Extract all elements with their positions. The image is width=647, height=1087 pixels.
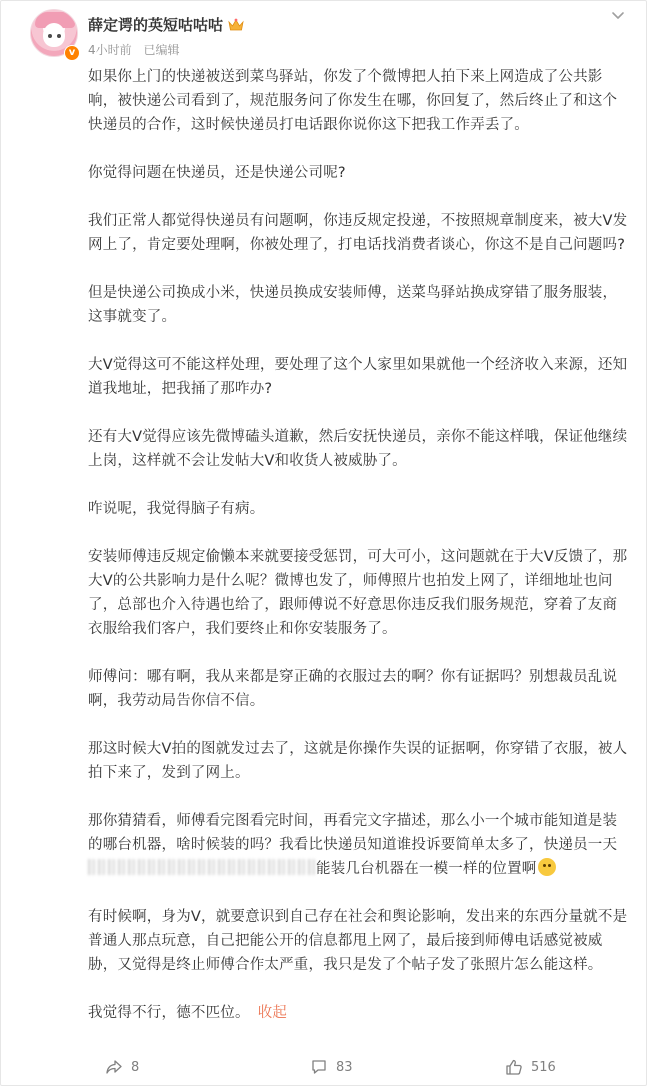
like-count: 516	[531, 1059, 556, 1075]
collapse-link[interactable]: 收起	[257, 1005, 288, 1021]
share-button[interactable]	[105, 1058, 139, 1076]
post-paragraph: 师傅问：哪有啊，我从来都是穿正确的衣服过去的啊？你有证据吗？别想裁员乱说啊，我劳动局告你信不信。	[88, 669, 618, 709]
post-paragraph-text: 那你猜猜看，师傅看完图看完时间，再看完文字描述，那么小一个城市能知道是装的哪台机器，啥时候装的吗？我看比快递员知道谁投诉要简单太多了，快递员一天	[88, 813, 618, 853]
crown-icon	[228, 18, 244, 32]
post-paragraph: 还有大V觉得应该先微博磕头道歉，然后安抚快递员，亲你不能这样哦，保证他继续上岗，这样就不会让发帖大V和收货人被威胁了。	[88, 429, 628, 469]
crying-emoji-icon	[538, 858, 556, 876]
post-paragraph: 大V觉得这可不能这样处理，要处理了这个人家里如果就他一个经济收入来源，还知道我地址，把我捅了那咋办?	[88, 357, 628, 397]
author-name-row	[88, 14, 244, 35]
share-icon	[105, 1058, 123, 1076]
chevron-down-icon[interactable]	[608, 5, 628, 25]
post-paragraph-text: 能装几台机器在一模一样的位置啊	[316, 861, 537, 877]
post-paragraph: 我们正常人都觉得快递员有问题啊，你违反规定投递，不按照规章制度来，被大V发网上了，肯定要处理啊，你被处理了，打电话找消费者谈心，你这不是自己问题吗?	[88, 213, 628, 253]
edited-label: 已编辑	[143, 43, 180, 57]
comment-icon	[310, 1058, 328, 1076]
post-meta	[88, 41, 179, 58]
avatar[interactable]	[30, 9, 78, 57]
comment-button[interactable]	[310, 1058, 353, 1076]
action-bar	[1, 1051, 646, 1087]
post-content	[88, 65, 630, 1049]
post-paragraph: 咋说呢，我觉得脑子有病。	[88, 501, 265, 517]
post-paragraph: 有时候啊，身为V，就要意识到自己存在社会和舆论影响，发出来的东西分量就不是普通人那点玩意，自己把能公开的信息都甩上网了，最后接到师傅电话感觉被威胁，又觉得是终止师傅合作太严重，我只是发了个帖子发了张照片怎么能这样。	[88, 909, 628, 973]
post-paragraph-text: 我觉得不行，德不匹位。	[88, 1005, 250, 1021]
comment-count: 83	[336, 1059, 353, 1075]
post-paragraph-partially-obscured	[88, 809, 630, 881]
share-count: 8	[131, 1059, 140, 1075]
post-paragraph-last	[88, 1001, 630, 1025]
post-time[interactable]: 4小时前	[88, 43, 132, 57]
post-paragraph: 你觉得问题在快递员，还是快递公司呢?	[88, 165, 346, 181]
author-name[interactable]: 薛定谔的英短咕咕咕	[88, 16, 224, 34]
like-button[interactable]	[505, 1058, 556, 1076]
post-paragraph: 安装师傅违反规定偷懒本来就要接受惩罚，可大可小，这问题就在于大V反馈了，那大V的公共影响力是什么呢？微博也发了，师傅照片也拍发上网了，详细地址也问了，总部也介入待遇也给了，跟师傅说不好意思你违反我们服务规范，穿着了友商衣服给我们客户，我们要终止和你安装服务了。	[88, 549, 628, 637]
post-paragraph: 那这时候大V拍的图就发过去了，这就是你操作失误的证据啊，你穿错了衣服，被人拍下来了，发到了网上。	[88, 741, 628, 781]
post-paragraph: 但是快递公司换成小米，快递员换成安装师傅，送菜鸟驿站换成穿错了服务服装，这事就变了。	[88, 285, 618, 325]
thumbs-up-icon	[505, 1058, 523, 1076]
post-paragraph: 如果你上门的快递被送到菜鸟驿站，你发了个微博把人拍下来上网造成了公共影响，被快递公司看到了，规范服务问了你发生在哪，你回复了，然后终止了和这个快递员的合作，这时候快递员打电话跟你说你这下把我工作弄丢了。	[88, 69, 618, 133]
verified-badge-icon: v	[64, 45, 80, 61]
obscured-text-band	[88, 859, 316, 875]
